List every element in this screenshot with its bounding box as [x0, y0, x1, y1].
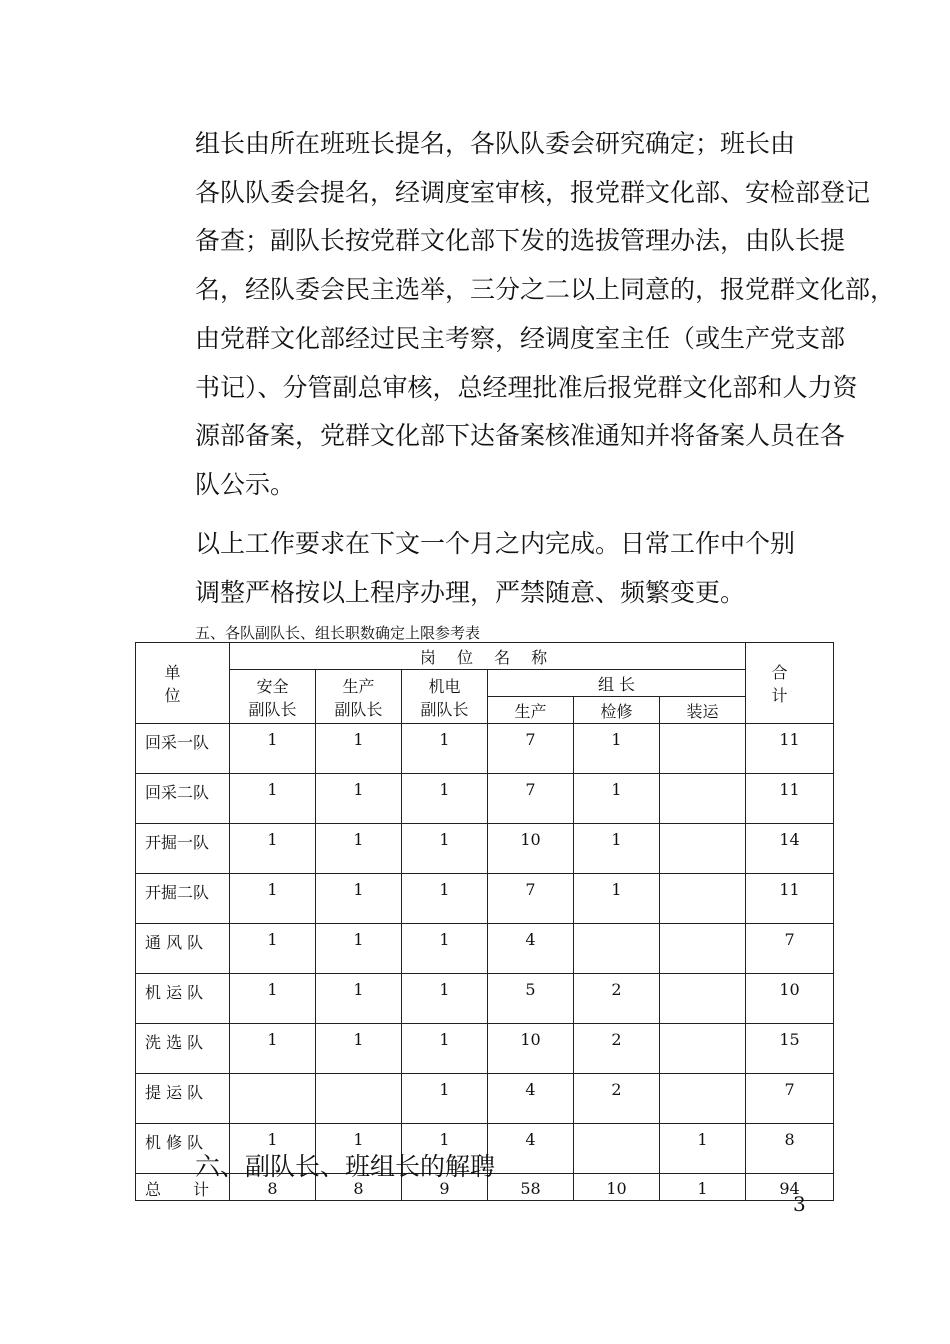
paragraph-completion-requirement [145, 520, 807, 617]
quota-table [135, 642, 834, 1201]
cell-unit: 提 运 队 [136, 1074, 230, 1124]
cell: 1 [402, 1024, 488, 1074]
table-row [136, 974, 834, 1024]
page-number: 3 [793, 1192, 806, 1216]
header-line: 副队长 [248, 699, 297, 719]
header-line: 安全 [256, 676, 289, 696]
cell [230, 1074, 316, 1124]
cell: 10 [488, 824, 574, 874]
cell: 1 [402, 974, 488, 1024]
cell-unit: 洗 选 队 [136, 1024, 230, 1074]
cell: 1 [230, 874, 316, 924]
cell [660, 774, 746, 824]
paragraph-appointment-procedure [145, 120, 896, 510]
cell: 10 [488, 1024, 574, 1074]
cell: 1 [230, 824, 316, 874]
cell: 1 [402, 724, 488, 774]
cell: 4 [488, 1124, 574, 1174]
cell: 1 [316, 1024, 402, 1074]
header-line: 生产 [342, 676, 375, 696]
cell: 7 [488, 874, 574, 924]
table-row [136, 1024, 834, 1074]
cell-total: 10 [746, 974, 834, 1024]
table-title: 五、各队副队长、组长职数确定上限参考表 [195, 624, 481, 642]
header-line: 机电 [428, 676, 461, 696]
cell: 1 [230, 774, 316, 824]
cell-total: 15 [746, 1024, 834, 1074]
header-leader-loading: 装运 [660, 697, 746, 724]
header-deputy-production [316, 670, 402, 724]
cell [574, 1124, 660, 1174]
cell-unit: 回采一队 [136, 724, 230, 774]
cell: 2 [574, 1074, 660, 1124]
text-line: 各队队委会提名，经调度室审核，报党群文化部、安检部登记 [195, 177, 871, 207]
cell [660, 1074, 746, 1124]
cell: 8 [230, 1174, 316, 1201]
section-heading: 六、副队长、班组长的解聘 [195, 1152, 496, 1181]
cell: 1 [660, 1124, 746, 1174]
cell: 4 [488, 1074, 574, 1124]
cell [660, 724, 746, 774]
cell-total: 11 [746, 874, 834, 924]
cell: 1 [402, 1074, 488, 1124]
cell [660, 924, 746, 974]
cell-total: 14 [746, 824, 834, 874]
cell-total: 11 [746, 724, 834, 774]
cell: 2 [574, 1024, 660, 1074]
cell: 1 [402, 824, 488, 874]
cell: 1 [316, 1124, 402, 1174]
cell: 1 [402, 874, 488, 924]
table-row [136, 724, 834, 774]
cell: 1 [402, 924, 488, 974]
table-row [136, 874, 834, 924]
cell: 1 [230, 1024, 316, 1074]
cell: 10 [574, 1174, 660, 1201]
header-total: 合 计 [746, 643, 834, 724]
cell: 9 [402, 1174, 488, 1201]
text-line: 队公示。 [195, 469, 296, 499]
cell: 1 [230, 924, 316, 974]
text-line: 源部备案，党群文化部下达备案核准通知并将备案人员在各 [195, 421, 846, 451]
cell: 1 [402, 1124, 488, 1174]
text-line: 备查；副队长按党群文化部下发的选拔管理办法，由队长提 [195, 226, 846, 256]
text-line: 由党群文化部经过民主考察，经调度室主任（或生产党支部 [195, 323, 846, 353]
cell: 58 [488, 1174, 574, 1201]
cell-unit: 开掘一队 [136, 824, 230, 874]
cell: 7 [488, 724, 574, 774]
header-leader-maintenance: 检修 [574, 697, 660, 724]
cell [316, 1074, 402, 1124]
header-deputy-electromech [402, 670, 488, 724]
header-position-name: 岗 位 名 称 [230, 643, 746, 670]
table-row [136, 1074, 834, 1124]
table-row [136, 824, 834, 874]
cell: 1 [316, 924, 402, 974]
cell: 1 [574, 824, 660, 874]
cell [660, 824, 746, 874]
cell: 1 [316, 724, 402, 774]
header-line: 副队长 [334, 699, 383, 719]
cell: 1 [660, 1174, 746, 1201]
cell-total: 11 [746, 774, 834, 824]
cell: 1 [402, 774, 488, 824]
cell-total: 94 [746, 1174, 834, 1201]
cell: 1 [230, 724, 316, 774]
cell: 5 [488, 974, 574, 1024]
header-team-leader: 组 长 [488, 670, 746, 697]
text-line: 调整严格按以上程序办理，严禁随意、频繁变更。 [195, 577, 746, 607]
cell [660, 874, 746, 924]
cell: 1 [574, 774, 660, 824]
cell-unit: 机 运 队 [136, 974, 230, 1024]
cell: 8 [316, 1174, 402, 1201]
cell-unit: 总 计 [136, 1174, 230, 1201]
text-line: 组长由所在班班长提名，各队队委会研究确定；班长由 [195, 129, 796, 158]
table-row [136, 924, 834, 974]
text-line: 书记）、分管副总审核，总经理批准后报党群文化部和人力资 [195, 372, 858, 402]
cell-total: 7 [746, 924, 834, 974]
header-deputy-safety [230, 670, 316, 724]
cell-total: 8 [746, 1124, 834, 1174]
cell: 1 [230, 1124, 316, 1174]
cell: 2 [574, 974, 660, 1024]
cell [574, 924, 660, 974]
cell: 1 [316, 874, 402, 924]
cell: 7 [488, 774, 574, 824]
cell-unit: 开掘二队 [136, 874, 230, 924]
header-leader-production: 生产 [488, 697, 574, 724]
cell [660, 974, 746, 1024]
text-line: 以上工作要求在下文一个月之内完成。日常工作中个别 [195, 529, 796, 558]
cell-unit: 通 风 队 [136, 924, 230, 974]
cell [660, 1024, 746, 1074]
cell: 1 [316, 774, 402, 824]
cell: 1 [316, 824, 402, 874]
cell-unit: 回采二队 [136, 774, 230, 824]
table-row [136, 774, 834, 824]
cell: 1 [230, 974, 316, 1024]
text-line: 名，经队委会民主选举，三分之二以上同意的，报党群文化部， [195, 275, 896, 305]
cell-total: 7 [746, 1074, 834, 1124]
cell: 1 [574, 724, 660, 774]
cell: 1 [574, 874, 660, 924]
cell: 4 [488, 924, 574, 974]
cell-unit: 机 修 队 [136, 1124, 230, 1174]
cell: 1 [316, 974, 402, 1024]
header-unit: 单 位 [136, 643, 230, 724]
header-line: 副队长 [420, 699, 469, 719]
